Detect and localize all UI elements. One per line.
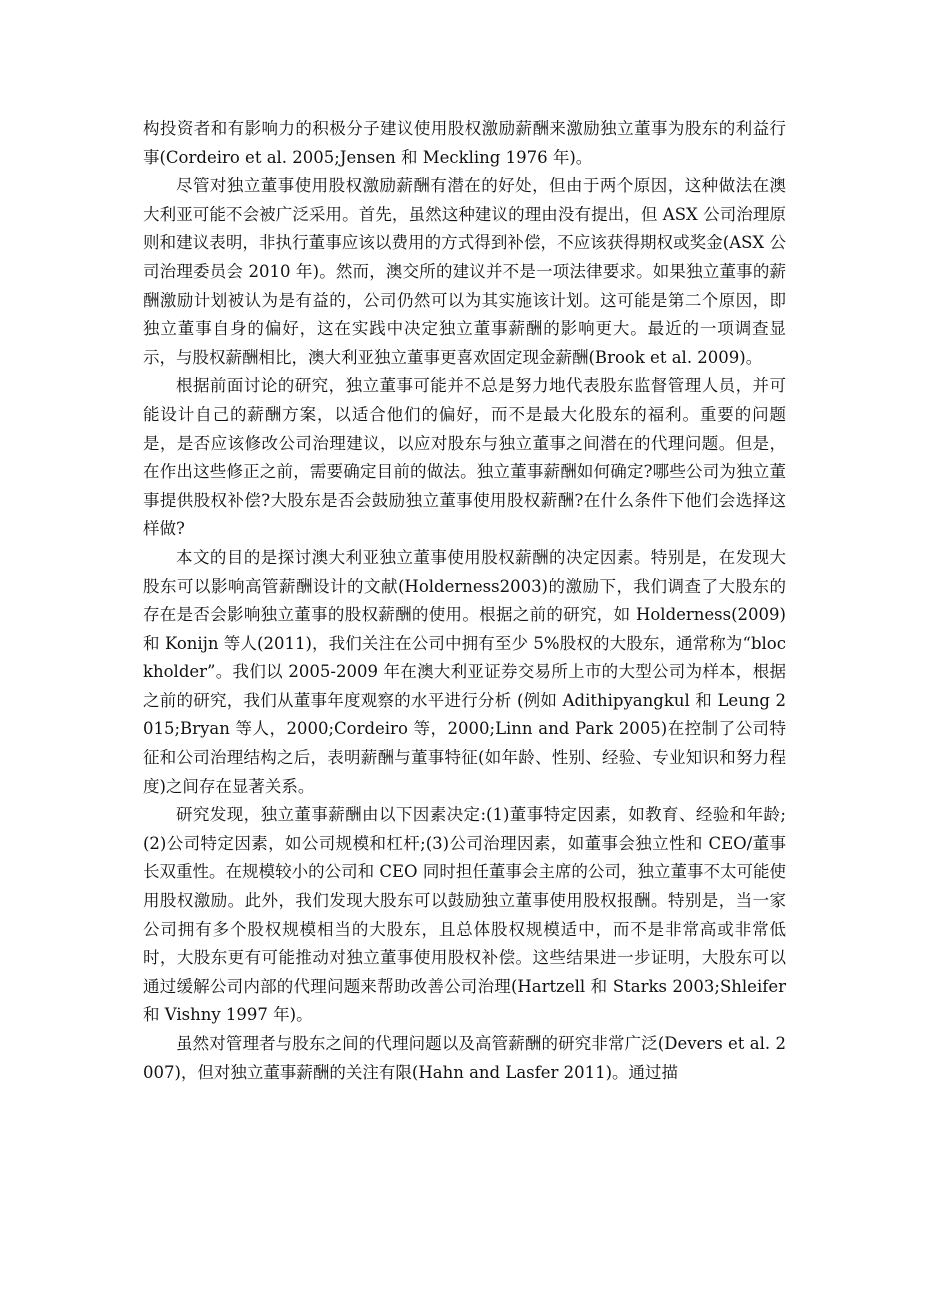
paragraph-findings: 研究发现，独立董事薪酬由以下因素决定:(1)董事特定因素，如教育、经验和年龄;(2)公司特定因素，如公司规模和杠杆;(3)公司治理因素，如董事会独立性和 CEO/董事长双重性。在规模较小的公司和 CEO 同时担任董事会主席的公司，独立董事不太可能使用股权激励。此外，我们发现大股东可以鼓励独立董事使用股权报酬。特别是，当一家公司拥有多个股权规模相当的大股东，且总体股权规模适中，而不是非常高或非常低时，大股东更有可能推动对独立董事使用股权补偿。这些结果进一步证明，大股东可以通过缓解公司内部的代理问题来帮助改善公司治理(Hartzell 和 Starks 2003;Shleifer 和 Vishny 1997 年)。 [143,805,786,1025]
paragraph-contribution: 虽然对管理者与股东之间的代理问题以及高管薪酬的研究非常广泛(Devers et al. 2007)，但对独立董事薪酬的关注有限(Hahn and Lasfer 2011)。通过描 [143,1034,786,1082]
paragraph-study-purpose: 本文的目的是探讨澳大利亚独立董事使用股权薪酬的决定因素。特别是，在发现大股东可以影响高管薪酬设计的文献(Holderness2003)的激励下，我们调查了大股东的存在是否会影响独立董事的股权薪酬的使用。根据之前的研究，如 Holderness(2009)和 Konijn 等人(2011)，我们关注在公司中拥有至少 5%股权的大股东，通常称为“blockholder”。我们以 2005-2009 年在澳大利亚证券交易所上市的大型公司为样本，根据之前的研究，我们从董事年度观察的水平进行分析 (例如 Adithipyangkul 和 Leung 2015;Bryan 等人，2000;Cordeiro 等，2000;Linn and Park 2005)在控制了公司特征和公司治理结构之后，表明薪酬与董事特征(如年龄、性别、经验、专业知识和努力程度)之间存在显著关系。 [143,547,786,796]
paragraph-research-question: 根据前面讨论的研究，独立董事可能并不总是努力地代表股东监督管理人员，并可能设计自己的薪酬方案，以适合他们的偏好，而不是最大化股东的福利。重要的问题是，是否应该修改公司治理建议，以应对股东与独立董事之间潜在的代理问题。但是，在作出这些修正之前，需要确定目前的做法。独立董事薪酬如何确定?哪些公司为独立董事提供股权补偿?大股东是否会鼓励独立董事使用股权薪酬?在什么条件下他们会选择这样做? [143,376,786,539]
paragraph-adoption-reasons: 尽管对独立董事使用股权激励薪酬有潜在的好处，但由于两个原因，这种做法在澳大利亚可能不会被广泛采用。首先，虽然这种建议的理由没有提出，但 ASX 公司治理原则和建议表明，非执行董事应该以费用的方式得到补偿，不应该获得期权或奖金(ASX 公司治理委员会 2010 年)。然而，澳交所的建议并不是一项法律要求。如果独立董事的薪酬激励计划被认为是有益的，公司仍然可以为其实施该计划。这可能是第二个原因，即独立董事自身的偏好，这在实践中决定独立董事薪酬的影响更大。最近的一项调查显示，与股权薪酬相比，澳大利亚独立董事更喜欢固定现金薪酬(Brook et al. 2009)。 [143,176,786,367]
paragraph-continuation: 构投资者和有影响力的积极分子建议使用股权激励薪酬来激励独立董事为股东的利益行事(Cordeiro et al. 2005;Jensen 和 Meckling 1976 年)。 [143,119,786,167]
document-body [143,115,786,1087]
